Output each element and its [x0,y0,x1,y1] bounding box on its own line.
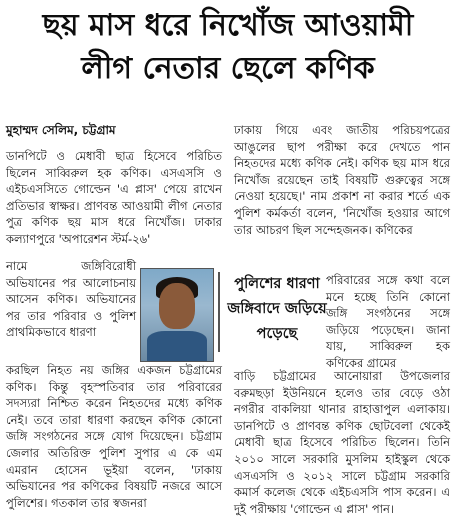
article-left-bottom [6,362,222,511]
paragraph: করছিল নিহত নয় জঙ্গির একজন চট্টগ্রামের কণিক। কিন্তু বৃহস্পতিবার তার পরিবারের সদস্যরা নিশ্চিত করেন নিহতদের মধ্যে কণিক নেই। তবে তারা ধারণা করছেন কণিক কোনো জঙ্গি সংগঠনের সঙ্গে যোগ দিয়েছেন। চট্টগ্রাম জেলার অতিরিক্ত পুলিশ সুপার এ কে এম এমরান হোসেন ভূইয়া বলেন, 'ঢাকায় অভিযানের পর কণিকের বিষয়টি নজরে আসে পুলিশের। গতকাল তার স্বজনরা [6,363,222,510]
article-left-narrow [6,258,136,341]
paragraph: পরিবারের সঙ্গে কথা বলে মনে হচ্ছে তিনি কোনো জঙ্গি সংগঠনের সঙ্গে জড়িয়ে পড়েছেন। জানা যায়, সাব্বিরুল হক কণিকের গ্রামের [326,273,450,370]
paragraph: বাড়ি চট্টগ্রামের আনোয়ারা উপজেলার বরুমছড়া ইউনিয়নে হলেও তার বেড়ে ওঠা নগরীর বাকলিয়া থানার রাহাত্তাপুল এলাকায়। ডানপিটে ও প্রাণবন্ত কণিক ছোটবেলা থেকেই মেধাবী ছাত্র হিসেবে পরিচিত ছিলেন। তিনি ২০১০ সালে সরকারি মুসলিম হাইস্কুল থেকে এসএসসি ও ২০১২ সালে চট্টগ্রাম সরকারি কমার্স কলেজ থেকে এইচএসসি পাস করেন। এ দুই পরীক্ষায় 'গোল্ডেন এ প্লাস' পান। [234,369,450,516]
headline [0,4,456,90]
article-left-top [6,148,222,248]
photo-shirt [147,331,207,361]
paragraph: ডানপিটে ও মেধাবী ছাত্র হিসেবে পরিচিত ছিলেন সাব্বিরুল হক কণিক। এসএসসি ও এইচএসসিতে গোল্ডেন 'এ প্লাস' পেয়ে রাখেন প্রতিভার স্বাক্ষর। প্রাণবন্ত আওয়ামী লীগ নেতার পুত্র কণিক ছয় মাস ধরে নিখোঁজ। ঢাকার কল্যাণপুরে 'অপারেশন স্টর্ম-২৬' [6,149,222,246]
article-right-top [234,122,450,238]
article-right-mid [326,272,450,372]
photo-face [159,283,195,329]
portrait-photo [140,268,214,362]
headline-line-1: ছয় মাস ধরে নিখোঁজ আওয়ামী [42,8,414,43]
headline-line-2: লীগ নেতার ছেলে কণিক [81,51,375,86]
byline: মুহাম্মদ সেলিম, চট্টগ্রাম [6,123,116,137]
pull-quote: পুলিশের ধারণা জঙ্গিবাদে জড়িয়ে পড়েছে [218,272,328,352]
paragraph: নামে জঙ্গিবিরোধী অভিযানের পর আলোচনায় আসেন কণিক। অভিযানের পর তার পরিবার ও পুলিশ প্রাথমিকভাবে ধারণা [6,259,136,340]
article-right-bottom [234,368,450,517]
paragraph: ঢাকায় গিয়ে এবং জাতীয় পরিচয়পত্রের আঙুলের ছাপ পরীক্ষা করে দেখতে পান নিহতদের মধ্যে কণিক নেই। কণিক ছয় মাস ধরে নিখোঁজ রয়েছেন তাই বিষয়টি গুরুত্বের সঙ্গে নেওয়া হয়েছে।' নাম প্রকাশ না করার শর্তে এক পুলিশ কর্মকর্তা বলেন, 'নিখোঁজ হওয়ার আগে তার আচরণ ছিল সন্দেহজনক। কণিকের [234,123,450,237]
